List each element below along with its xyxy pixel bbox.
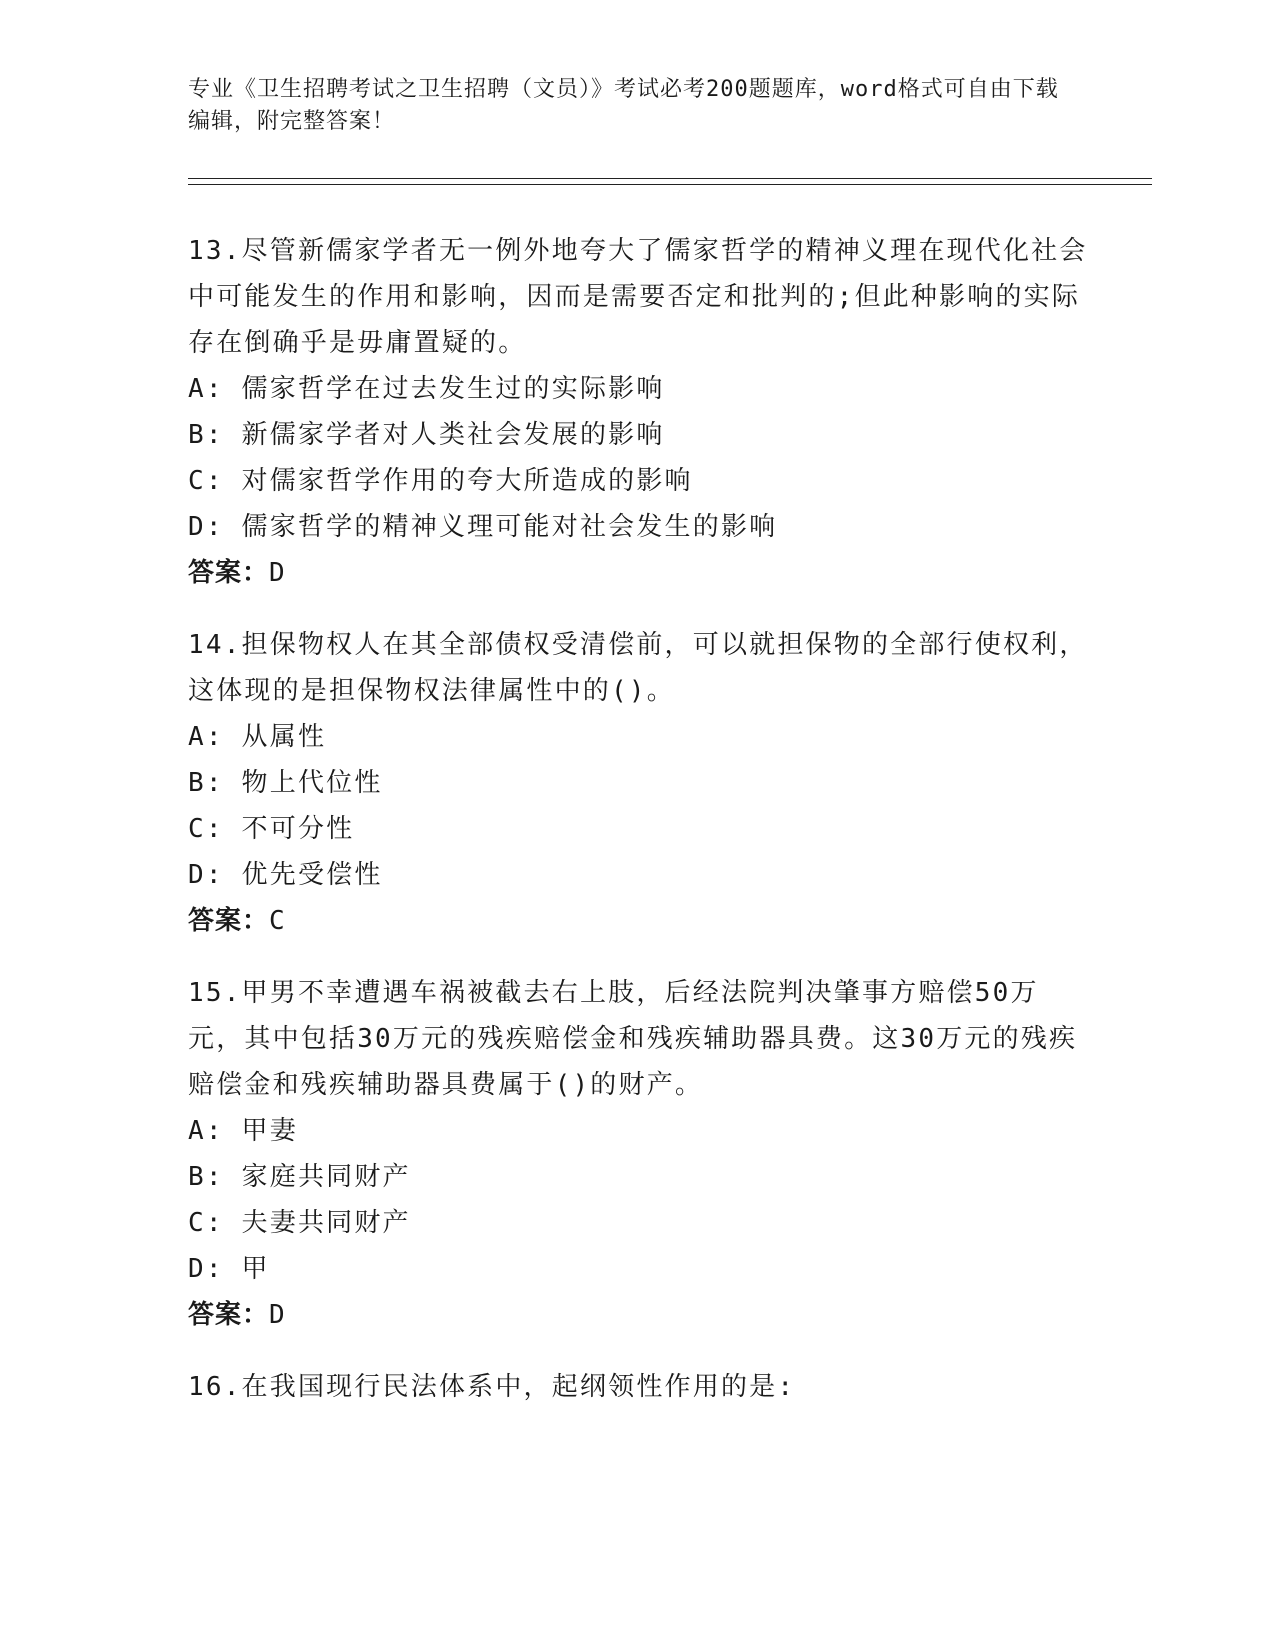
answer-line (188, 550, 1088, 596)
option-b: B: 家庭共同财产 (188, 1162, 411, 1192)
answer-value: D (269, 558, 286, 588)
option-c: C: 对儒家哲学作用的夸大所造成的影响 (188, 466, 693, 496)
answer-label: 答案： (188, 1300, 270, 1330)
option-d: D: 儒家哲学的精神义理可能对社会发生的影响 (188, 512, 778, 542)
question-15 (188, 970, 1088, 1338)
document-header: 专业《卫生招聘考试之卫生招聘（文员）》考试必考200题题库，word格式可自由下载编辑，附完整答案！ (188, 77, 1059, 134)
answer-value: C (269, 906, 286, 936)
option-a: A: 儒家哲学在过去发生过的实际影响 (188, 374, 665, 404)
question-stem: 13.尽管新儒家学者无一例外地夸大了儒家哲学的精神义理在现代化社会中可能发生的作用和影响，因而是需要否定和批判的;但此种影响的实际存在倒确乎是毋庸置疑的。 (188, 236, 1088, 358)
answer-label: 答案： (188, 558, 270, 588)
question-14 (188, 622, 1088, 944)
question-16 (188, 1364, 1088, 1410)
question-stem: 15.甲男不幸遭遇车祸被截去右上肢，后经法院判决肇事方赔偿50万元，其中包括30万元的残疾赔偿金和残疾辅助器具费。这30万元的残疾赔偿金和残疾辅助器具费属于()的财产。 (188, 978, 1078, 1100)
header-divider-bottom (188, 184, 1152, 185)
option-d: D: 甲 (188, 1254, 270, 1284)
question-13 (188, 228, 1088, 596)
question-stem: 14.担保物权人在其全部债权受清偿前，可以就担保物的全部行使权利，这体现的是担保物权法律属性中的()。 (188, 630, 1088, 706)
option-d: D: 优先受偿性 (188, 860, 383, 890)
option-a: A: 甲妻 (188, 1116, 298, 1146)
question-stem: 16.在我国现行民法体系中，起纲领性作用的是: (188, 1372, 796, 1402)
answer-line (188, 898, 1088, 944)
option-c: C: 夫妻共同财产 (188, 1208, 411, 1238)
header-divider-top (188, 178, 1152, 179)
answer-line (188, 1292, 1088, 1338)
answer-value: D (269, 1300, 286, 1330)
option-b: B: 新儒家学者对人类社会发展的影响 (188, 420, 665, 450)
answer-label: 答案： (188, 906, 270, 936)
option-c: C: 不可分性 (188, 814, 355, 844)
option-a: A: 从属性 (188, 722, 327, 752)
option-b: B: 物上代位性 (188, 768, 383, 798)
